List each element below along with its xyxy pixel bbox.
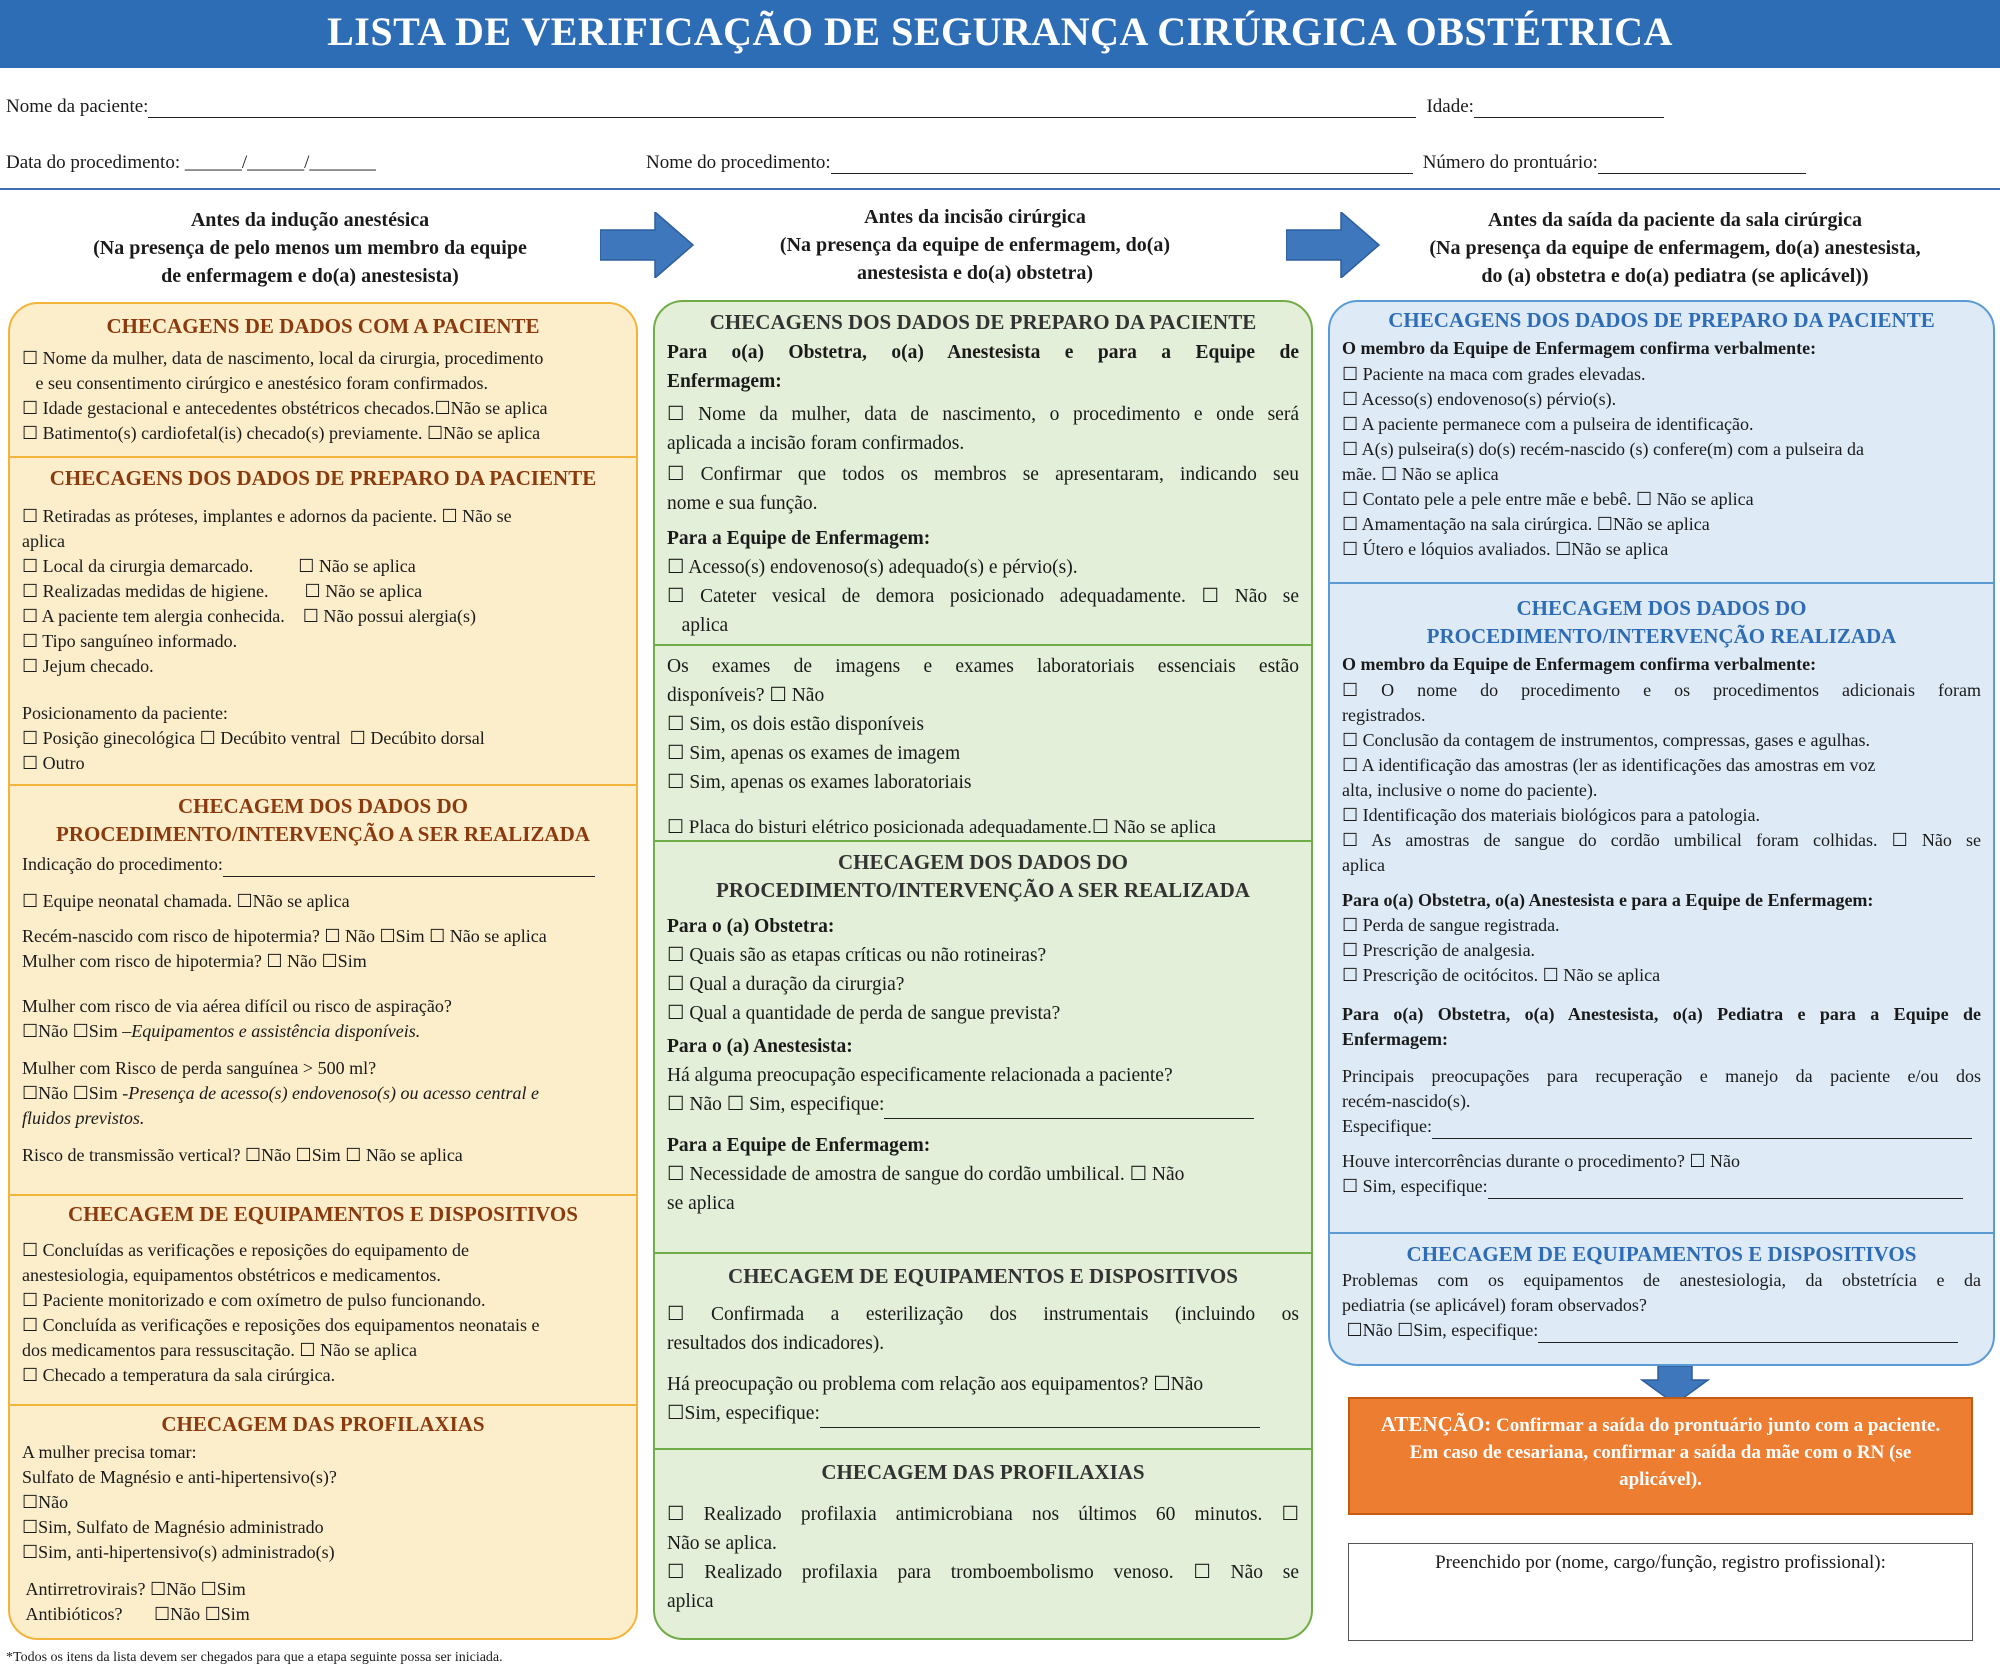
procedure-row	[6, 152, 1806, 174]
answer-options[interactable]: ☐Não ☐Sim -	[22, 1083, 129, 1103]
checklist-item: alta, inclusive o nome do paciente).	[1342, 780, 1598, 800]
footnote: *Todos os itens da lista devem ser chegados para que a etapa seguinte possa ser iniciada.	[6, 1650, 503, 1665]
answer-note: Equipamentos e assistência disponíveis.	[131, 1021, 421, 1041]
checklist-item[interactable]: ☐ Realizado profilaxia antimicrobiana nos últimos 60 minutos. ☐	[667, 1504, 1299, 1525]
checklist-item[interactable]: ☐ Paciente na maca com grades elevadas.	[1342, 364, 1646, 384]
checklist-item[interactable]: Antibióticos? ☐Não ☐Sim	[22, 1604, 250, 1624]
column-3-line: do (a) obstetra e do(a) pediatra (se aplicável))	[1481, 265, 1869, 287]
section-title: PROCEDIMENTO/INTERVENÇÃO A SER REALIZADA	[716, 878, 1250, 902]
answer-options[interactable]: ☐Não ☐Sim, especifique:	[1342, 1320, 1539, 1340]
column-2-line: anestesista e do(a) obstetra)	[856, 262, 1094, 284]
question-label: A mulher precisa tomar:	[22, 1442, 197, 1462]
question-label: recém-nascido(s).	[1342, 1091, 1471, 1111]
specify-field[interactable]	[820, 1408, 1260, 1428]
checklist-item[interactable]: ☐ Nome da mulher, data de nascimento, local da cirurgia, procedimento	[22, 348, 544, 368]
checklist-item[interactable]: Risco de transmissão vertical? ☐Não ☐Sim ☐ Não se aplica	[22, 1145, 463, 1165]
question-label: Mulher com Risco de perda sanguínea > 500 ml?	[22, 1058, 377, 1078]
answer-note: fluidos previstos.	[22, 1108, 145, 1128]
arrow-right-icon	[1286, 212, 1381, 278]
specify-row	[655, 1399, 1311, 1428]
procedure-name-label: Nome do procedimento:	[646, 152, 831, 173]
specify-field[interactable]	[884, 1099, 1254, 1119]
attention-line: Em caso de cesariana, confirmar a saída da mãe com o RN (se	[1409, 1442, 1912, 1463]
checklist-item[interactable]: ☐ Acesso(s) endovenoso(s) adequado(s) e pérvio(s).	[667, 557, 1078, 578]
checklist-item: aplica	[667, 615, 729, 636]
section-title: PROCEDIMENTO/INTERVENÇÃO A SER REALIZADA	[56, 822, 590, 846]
positioning-label: Posicionamento da paciente:	[22, 703, 228, 723]
section-patient-preparation	[1330, 306, 1993, 562]
section-title: CHECAGEM DE EQUIPAMENTOS E DISPOSITIVOS	[1406, 1242, 1917, 1266]
section-equipment	[10, 1194, 636, 1388]
specify-row	[655, 1090, 1311, 1119]
section-title: CHECAGENS DOS DADOS DE PREPARO DA PACIENTE	[1388, 308, 1935, 332]
indication-row	[10, 852, 636, 877]
checklist-item[interactable]: ☐ Concluída as verificações e reposições dos equipamentos neonatais e	[22, 1315, 540, 1335]
section-title: CHECAGENS DOS DADOS DE PREPARO DA PACIENTE	[49, 466, 597, 490]
checklist-item[interactable]: ☐ A(s) pulseira(s) do(s) recém-nascido (s) confere(m) com a pulseira da	[1342, 439, 1864, 459]
answer-options[interactable]: ☐Não ☐Sim –	[22, 1021, 132, 1041]
section-procedure-data	[10, 784, 636, 1168]
question-label: Problemas com os equipamentos de anestesiologia, da obstetrícia e da	[1342, 1270, 1981, 1290]
role-heading: O membro da Equipe de Enfermagem confirma verbalmente:	[1342, 654, 1817, 674]
role-heading: Para o(a) Obstetra, o(a) Anestesista, o(a) Pediatra e para a Equipe de	[1342, 1004, 1981, 1024]
checklist-item: registrados.	[1342, 705, 1426, 725]
checklist-item[interactable]: ☐ Nome da mulher, data de nascimento, o procedimento e onde será	[667, 404, 1299, 425]
answer-note: Presença de acesso(s) endovenoso(s) ou acesso central e	[128, 1083, 539, 1103]
question-label: Há alguma preocupação especificamente relacionada a paciente?	[667, 1065, 1173, 1086]
checklist-item[interactable]: disponíveis? ☐ Não	[667, 685, 825, 706]
role-heading: Para a Equipe de Enfermagem:	[667, 528, 931, 549]
checklist-item[interactable]: ☐ Necessidade de amostra de sangue do cordão umbilical. ☐ Não	[667, 1164, 1185, 1185]
section-prophylaxis	[655, 1448, 1311, 1616]
checklist-item[interactable]: ☐ Confirmada a esterilização dos instrumentais (incluindo os	[667, 1304, 1299, 1325]
attention-box	[1348, 1397, 1973, 1515]
patient-name-row	[6, 96, 1664, 118]
checklist-item[interactable]: ☐Sim, Sulfato de Magnésio administrado	[22, 1517, 324, 1537]
checklist-item[interactable]: ☐ Realizado profilaxia para tromboembolismo venoso. ☐ Não se	[667, 1562, 1299, 1583]
checklist-item[interactable]: ☐ Qual a duração da cirurgia?	[667, 974, 905, 995]
section-title: CHECAGEM DE EQUIPAMENTOS E DISPOSITIVOS	[68, 1202, 578, 1226]
section-procedure-performed	[1330, 582, 1993, 1199]
role-heading: Para o(a) Obstetra, o(a) Anestesista e para a Equipe de	[667, 342, 1299, 363]
checklist-item[interactable]	[10, 1019, 636, 1044]
checklist-item[interactable]: ☐ A identificação das amostras (ler as identificações das amostras em voz	[1342, 755, 1876, 775]
section-title: CHECAGEM DE EQUIPAMENTOS E DISPOSITIVOS	[728, 1264, 1238, 1288]
section-equipment	[655, 1252, 1311, 1428]
question-label: Sulfato de Magnésio e anti-hipertensivo(s)?	[22, 1467, 337, 1487]
role-heading: Enfermagem:	[667, 371, 782, 392]
panel-before-anesthesia	[8, 302, 638, 1640]
column-2-line: Antes da incisão cirúrgica	[864, 206, 1086, 228]
attention-label: ATENÇÃO:	[1380, 1412, 1492, 1436]
role-heading: Enfermagem:	[1342, 1029, 1448, 1049]
indication-field[interactable]	[223, 857, 595, 877]
section-title: CHECAGEM DOS DADOS DO	[838, 850, 1128, 874]
specify-field[interactable]	[1538, 1323, 1958, 1343]
panel-before-incision	[653, 300, 1313, 1640]
page-title: LISTA DE VERIFICAÇÃO DE SEGURANÇA CIRÚRGICA OBSTÉTRICA	[0, 0, 2000, 68]
section-prophylaxis	[10, 1404, 636, 1627]
specify-field[interactable]	[1432, 1119, 1972, 1139]
checklist-item[interactable]: ☐ Confirmar que todos os membros se apresentaram, indicando seu	[667, 464, 1299, 485]
checklist-item[interactable]: ☐ Equipe neonatal chamada. ☐Não se aplica	[22, 891, 350, 911]
checklist-item[interactable]: ☐Não	[22, 1492, 69, 1512]
checklist-item[interactable]: ☐ Checado a temperatura da sala cirúrgica.	[22, 1365, 336, 1385]
checklist-item[interactable]: ☐ Sim, os dois estão disponíveis	[667, 714, 924, 735]
arrow-right-icon	[600, 212, 695, 278]
checklist-item[interactable]: ☐ Outro	[22, 753, 85, 773]
checklist-item[interactable]: ☐ As amostras de sangue do cordão umbilical foram colhidas. ☐ Não se	[1342, 830, 1981, 850]
checklist-item[interactable]: ☐ Sim, apenas os exames de imagem	[667, 743, 961, 764]
checklist-item[interactable]: ☐ Tipo sanguíneo informado.	[22, 631, 238, 651]
checklist-item[interactable]: mãe. ☐ Não se aplica	[1342, 464, 1499, 484]
checklist-item[interactable]: ☐ Paciente monitorizado e com oxímetro de pulso funcionando.	[22, 1290, 486, 1310]
checklist-item: se aplica	[667, 1193, 735, 1214]
question-label: Os exames de imagens e exames laboratoriais essenciais estão	[667, 656, 1299, 677]
role-heading: O membro da Equipe de Enfermagem confirma verbalmente:	[1342, 338, 1817, 358]
checklist-item: anestesiologia, equipamentos obstétricos e medicamentos.	[22, 1265, 441, 1285]
specify-row	[1330, 1174, 1993, 1199]
question-label[interactable]: Há preocupação ou problema com relação aos equipamentos? ☐Não	[667, 1374, 1204, 1395]
specify-label: Especifique:	[1342, 1116, 1432, 1136]
checklist-item: aplicada a incisão foram confirmados.	[667, 433, 965, 454]
checklist-item[interactable]: ☐ Concluídas as verificações e reposições do equipamento de	[22, 1240, 469, 1260]
checklist-item: aplica	[1342, 855, 1385, 875]
section-title: CHECAGEM DOS DADOS DO	[1516, 596, 1807, 620]
column-heading-3	[1365, 206, 1985, 290]
checklist-item[interactable]: ☐ Batimento(s) cardiofetal(is) checado(s) previamente. ☐Não se aplica	[22, 423, 541, 443]
attention-text: Confirmar a saída do prontuário junto com a paciente.	[1491, 1415, 1941, 1436]
age-label: Idade:	[1426, 96, 1474, 117]
checklist-item[interactable]: ☐ Amamentação na sala cirúrgica. ☐Não se aplica	[1342, 514, 1710, 534]
checklist-item[interactable]: ☐ Local da cirurgia demarcado. ☐ Não se aplica	[22, 556, 416, 576]
specify-field[interactable]	[1488, 1179, 1963, 1199]
checklist-item[interactable]: ☐ O nome do procedimento e os procedimentos adicionais foram	[1342, 680, 1981, 700]
section-title: CHECAGEM DAS PROFILAXIAS	[161, 1412, 485, 1436]
checklist-item[interactable]: Mulher com risco de hipotermia? ☐ Não ☐Sim	[22, 951, 367, 971]
record-number-field[interactable]	[1598, 154, 1806, 174]
column-3-line: Antes da saída da paciente da sala cirúrgica	[1488, 209, 1862, 231]
section-patient-preparation	[655, 308, 1311, 640]
section-title: CHECAGEM DOS DADOS DO	[178, 794, 468, 818]
checklist-item[interactable]: ☐ Acesso(s) endovenoso(s) pérvio(s).	[1342, 389, 1617, 409]
checklist-item[interactable]: ☐ Qual a quantidade de perda de sangue prevista?	[667, 1003, 1061, 1024]
attention-line	[1366, 1411, 1955, 1439]
checklist-item[interactable]: ☐ Prescrição de analgesia.	[1342, 940, 1536, 960]
section-title: CHECAGENS DE DADOS COM A PACIENTE	[106, 314, 540, 338]
checklist-item[interactable]: ☐ Útero e lóquios avaliados. ☐Não se aplica	[1342, 539, 1669, 559]
column-heading-1	[30, 206, 590, 290]
checklist-item[interactable]: ☐ Identificação dos materiais biológicos para a patologia.	[1342, 805, 1760, 825]
patient-name-field[interactable]	[148, 98, 1416, 118]
filled-by-box[interactable]	[1348, 1543, 1973, 1641]
checklist-item[interactable]: ☐ Prescrição de ocitócitos. ☐ Não se aplica	[1342, 965, 1661, 985]
question-label[interactable]: Houve intercorrências durante o procedimento? ☐ Não	[1342, 1151, 1740, 1171]
column-1-line: Antes da indução anestésica	[190, 209, 430, 231]
checklist-item[interactable]: ☐Sim, anti-hipertensivo(s) administrado(s)	[22, 1542, 335, 1562]
specify-row	[1330, 1114, 1993, 1139]
checklist-item[interactable]: ☐ Posição ginecológica ☐ Decúbito ventral ☐ Decúbito dorsal	[22, 728, 485, 748]
section-patient-data	[10, 312, 636, 446]
question-label: Mulher com risco de via aérea difícil ou risco de aspiração?	[22, 996, 452, 1016]
section-title: CHECAGEM DAS PROFILAXIAS	[821, 1460, 1145, 1484]
checklist-item: aplica	[22, 531, 65, 551]
checklist-item[interactable]: ☐ Sim, apenas os exames laboratoriais	[667, 772, 972, 793]
checklist-item[interactable]: ☐ Quais são as etapas críticas ou não rotineiras?	[667, 945, 1047, 966]
checklist-item[interactable]: Antirretrovirais? ☐Não ☐Sim	[22, 1579, 246, 1599]
checklist-item[interactable]: ☐ Jejum checado.	[22, 656, 154, 676]
procedure-name-field[interactable]	[831, 154, 1413, 174]
filled-by-label: Preenchido por (nome, cargo/função, registro profissional):	[1435, 1552, 1886, 1573]
column-2-line: (Na presença da equipe de enfermagem, do(a)	[779, 234, 1171, 256]
checklist-item[interactable]: Não se aplica.	[667, 1533, 777, 1554]
column-3-line: (Na presença da equipe de enfermagem, do(a) anestesista,	[1429, 237, 1921, 259]
answer-options[interactable]: ☐ Não ☐ Sim, especifique:	[667, 1094, 885, 1115]
specify-row	[1330, 1318, 1993, 1343]
section-exams	[655, 644, 1311, 842]
checklist-item[interactable]: ☐ Placa do bisturi elétrico posicionada adequadamente.☐ Não se aplica	[667, 817, 1216, 838]
checklist-item[interactable]: dos medicamentos para ressuscitação. ☐ Não se aplica	[22, 1340, 417, 1360]
checklist-item[interactable]: ☐ Conclusão da contagem de instrumentos, compressas, gases e agulhas.	[1342, 730, 1871, 750]
procedure-date-label[interactable]: Data do procedimento: ______/______/_______	[6, 152, 376, 173]
checklist-item: resultados dos indicadores).	[667, 1333, 885, 1354]
checklist-item[interactable]	[10, 1081, 636, 1106]
section-title: PROCEDIMENTO/INTERVENÇÃO REALIZADA	[1426, 624, 1897, 648]
section-patient-preparation	[10, 456, 636, 776]
role-heading: Para o (a) Anestesista:	[667, 1036, 853, 1057]
panel-before-exit	[1328, 300, 1995, 1366]
question-label: pediatria (se aplicável) foram observados?	[1342, 1295, 1647, 1315]
checklist-item[interactable]: ☐ A paciente permanece com a pulseira de identificação.	[1342, 414, 1754, 434]
checklist-item: nome e sua função.	[667, 493, 818, 514]
checklist-item: aplica	[667, 1591, 714, 1612]
role-heading: Para a Equipe de Enfermagem:	[667, 1135, 931, 1156]
column-1-line: (Na presença de pelo menos um membro da equipe	[93, 237, 527, 259]
checklist-item[interactable]: ☐ Perda de sangue registrada.	[1342, 915, 1560, 935]
age-field[interactable]	[1474, 98, 1664, 118]
answer-options[interactable]: ☐ Sim, especifique:	[1342, 1176, 1488, 1196]
section-equipment	[1330, 1232, 1993, 1343]
role-heading: Para o (a) Obstetra:	[667, 916, 835, 937]
checklist-item[interactable]: ☐ Retiradas as próteses, implantes e adornos da paciente. ☐ Não se	[22, 506, 512, 526]
answer-options[interactable]: ☐Sim, especifique:	[667, 1403, 820, 1424]
checklist-item[interactable]: Recém-nascido com risco de hipotermia? ☐ Não ☐Sim ☐ Não se aplica	[22, 926, 547, 946]
section-title: CHECAGENS DOS DADOS DE PREPARO DA PACIENTE	[709, 310, 1257, 334]
question-label: Principais preocupações para recuperação e manejo da paciente e/ou dos	[1342, 1066, 1981, 1086]
checklist-item: e seu consentimento cirúrgico e anestésico foram confirmados.	[22, 373, 489, 393]
column-1-line: de enfermagem e do(a) anestesista)	[161, 265, 459, 287]
record-number-label: Número do prontuário:	[1422, 152, 1598, 173]
role-heading: Para o(a) Obstetra, o(a) Anestesista e para a Equipe de Enfermagem:	[1342, 890, 1874, 910]
checklist-item[interactable]: ☐ Cateter vesical de demora posicionado adequadamente. ☐ Não se	[667, 586, 1299, 607]
patient-name-label: Nome da paciente:	[6, 96, 149, 117]
header-divider	[0, 188, 2000, 190]
section-procedure-data	[655, 840, 1311, 1218]
column-heading-2	[690, 203, 1260, 287]
checklist-item[interactable]: ☐ Idade gestacional e antecedentes obstétricos checados.☐Não se aplica	[22, 398, 548, 418]
checklist-item[interactable]: ☐ Contato pele a pele entre mãe e bebê. ☐ Não se aplica	[1342, 489, 1754, 509]
checklist-item[interactable]: ☐ Realizadas medidas de higiene. ☐ Não se aplica	[22, 581, 423, 601]
indication-label: Indicação do procedimento:	[22, 854, 223, 874]
checklist-item[interactable]: ☐ A paciente tem alergia conhecida. ☐ Não possui alergia(s)	[22, 606, 476, 626]
attention-line: aplicável).	[1619, 1469, 1702, 1490]
